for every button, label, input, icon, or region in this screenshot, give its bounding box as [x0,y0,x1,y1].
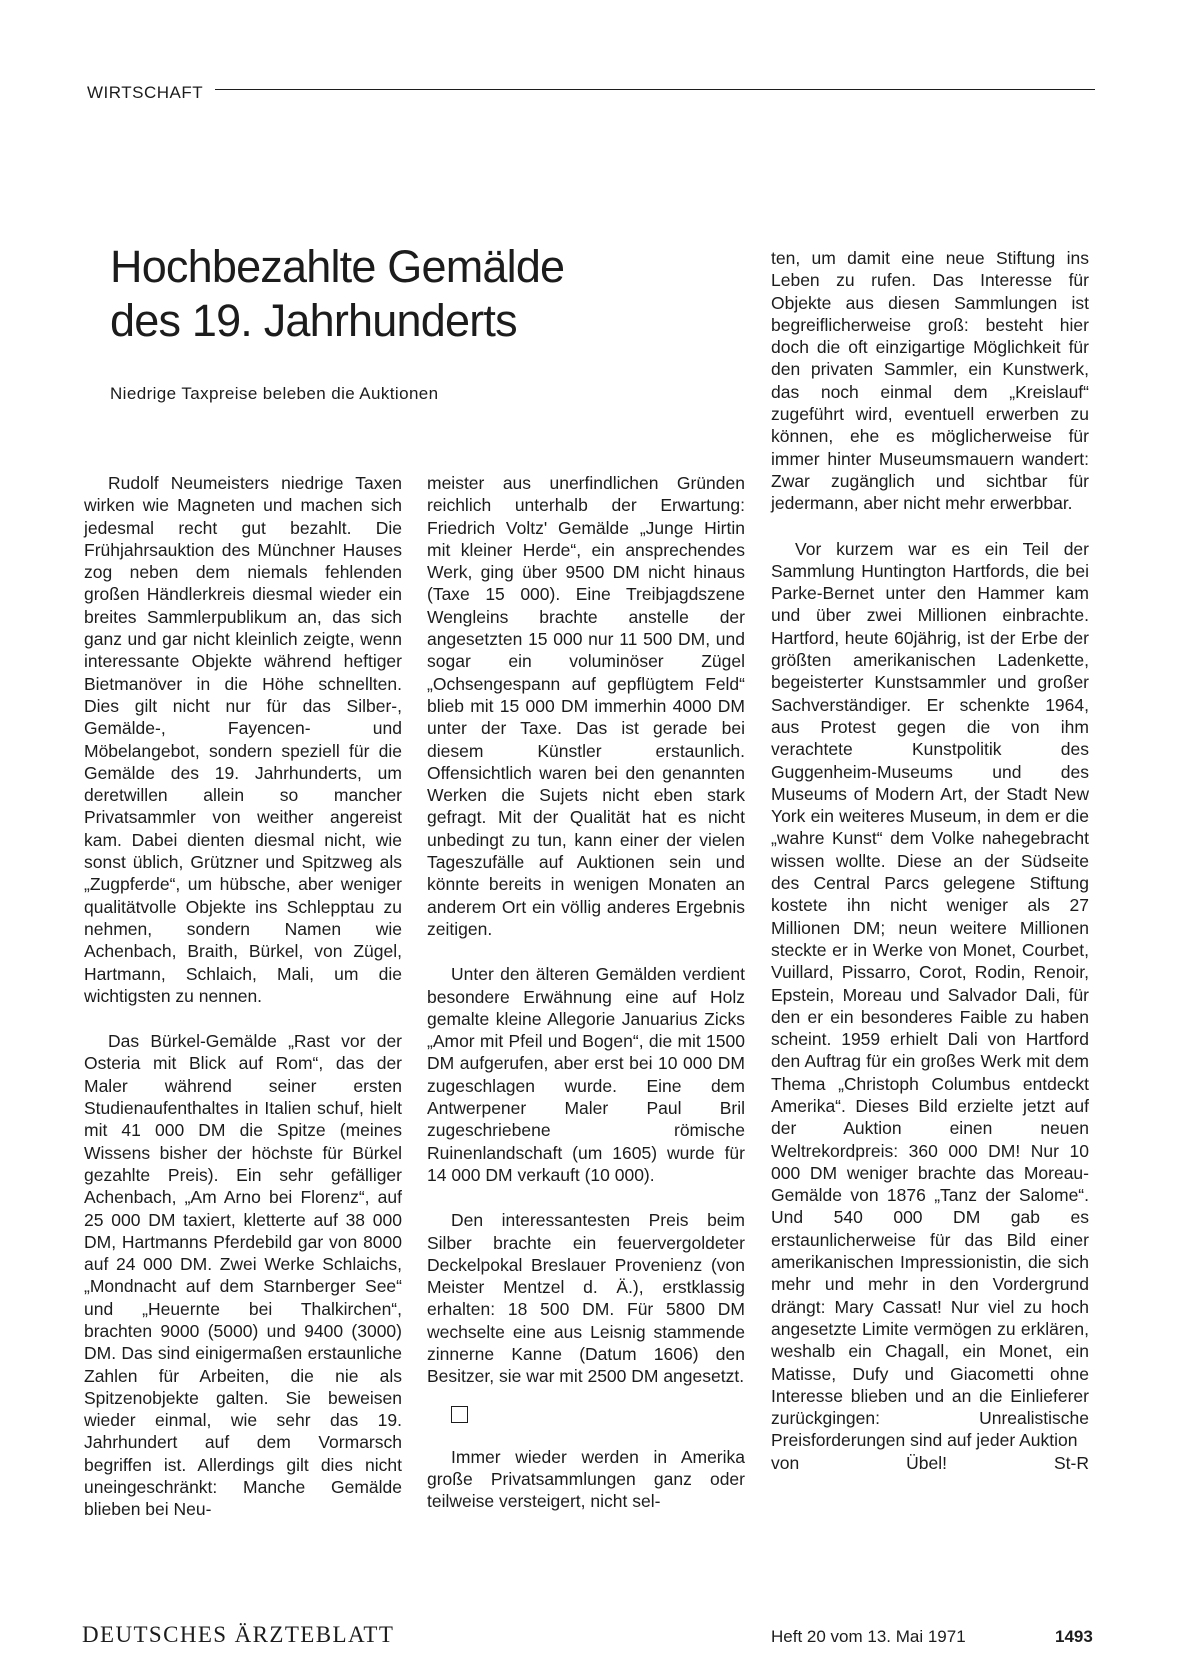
article-headline [110,240,670,348]
paragraph [771,538,1089,1452]
paragraph-text: Vor kurzem war es ein Teil der Sammlung Huntington Hartfords, die bei Parke-Bernet unter den Hammer kam und über zwei Millionen einbrachte. Hartford, heute 60jährig, ist der Erbe der größten amerikanischen Ladenkette, begeisterter Kunstsammler und großer Sachverständiger. Er schenkte 1964, aus Protest gegen die von ihm verachtete Kunstpolitik des Guggenheim-Museums und des Museums of Modern Art, der Stadt New York ein weiteres Museum, in dem er die „wahre Kunst“ dem Volke nahegebracht wissen wollte. Diese an der Südseite des Central Parcs gelegene Stiftung kostete ihn nicht weniger als 27 Millionen DM; neun weitere Millionen steckte er in Werke von Monet, Courbet, Vuillard, Pissarro, Corot, Rodin, Renoir, Epstein, Moreau und Salvador Dali, für den er ein besonderes Faible zu haben scheint. 1959 erhielt Dali von Hartford den Auftrag für ein großes Werk mit dem Thema „Christoph Columbus entdeckt Amerika“. Dieses Bild erzielte jetzt auf der Auktion einen neuen Weltrekordpreis: 360 000 DM! Nur 10 000 DM weniger brachte das Moreau-Gemälde von 1876 „Tanz der Salome“. Und 540 000 DM gab es erstaunlicherweise für das Bild einer amerikanischen Impressionistin, die sich mehr und mehr in den Vordergrund drängt: Mary Cassat! Nur viel zu hoch angesetzte Limite vermögen zu erklären, weshalb ein Chagall, ein Monet, ein Matisse, Dufy und Giacometti ohne Interesse blieben und an die Einlieferer zurückgingen: Unrealistische Preisforderungen sind auf jeder Auktion [771,538,1089,1451]
text-column-2 [427,472,745,1513]
page-number: 1493 [1055,1627,1093,1646]
journal-masthead: DEUTSCHES ÄRZTEBLATT [82,1622,395,1647]
paragraph: ten, um damit eine neue Stiftung ins Leben zu rufen. Das Interesse für Objekte aus diesen Sammlungen ist begreiflicherweise groß: besteht hier doch die oft einzigartige Möglichkeit für den privaten Sammler, ein Kunstwerk, das noch einmal dem „Kreislauf“ zugeführt wird, eventuell erwerben zu können, ehe es möglicherweise für immer hinter Museumsmauern wandert: Zwar zugänglich und sichtbar für jedermann, aber nicht mehr erwerbbar. [771,248,1089,514]
headline-line-1: Hochbezahlte Gemälde [110,241,565,292]
headline-line-2: des 19. Jahrhunderts [110,295,517,346]
closing-line [771,1452,1089,1474]
article-subtitle: Niedrige Taxpreise beleben die Auktionen [110,384,439,403]
section-rule [215,89,1095,90]
issue-info: Heft 20 vom 13. Mai 1971 [771,1627,966,1646]
paragraph: Den interessantesten Preis beim Silber brachte ein feuervergoldeter Deckelpokal Breslauer Provenienz (von Meister Mentzel d. Ä.), erstklassig erhalten: 18 500 DM. Für 5800 DM wechselte eine aus Leisnig stammende zinnerne Kanne (Datum 1606) den Besitzer, sie war mit 2500 DM angesetzt. [427,1210,745,1387]
paragraph: Das Bürkel-Gemälde „Rast vor der Osteria mit Blick auf Rom“, das der Maler während seiner ersten Studienaufenthaltes in Italien schuf, hielt mit 41 000 DM die Spitze (meines Wissens bisher der höchste für Bürkel gezahlte Preis). Ein sehr gefälliger Achenbach, „Am Arno bei Florenz“, auf 25 000 DM taxiert, kletterte auf 38 000 DM, Hartmanns Pferdebild gar von 8000 auf 24 000 DM. Zwei Werke Schlaichs, „Mondnacht auf dem Starnberger See“ und „Heuernte bei Thalkirchen“, brachten 9000 (5000) und 9400 (3000) DM. Das sind einigermaßen erstaunliche Zahlen für Arbeiten, die nie als Spitzenobjekte galten. Sie beweisen wieder einmal, wie sehr das 19. Jahrhundert auf dem Vormarsch begriffen ist. Allerdings gilt dies nicht uneingeschränkt: Manche Gemälde blieben bei Neu- [84,1031,402,1520]
section-end-box [451,1406,468,1423]
author-signature: St-R [1054,1452,1089,1473]
closing-text: von Übel! [771,1452,948,1473]
paragraph: meister aus unerfindlichen Gründen reichlich unterhalb der Erwartung: Friedrich Voltz' Gemälde „Junge Hirtin mit kleiner Herde“, ein ansprechendes Werk, ging über 9500 DM nicht hinaus (Taxe 15 000). Eine Treibjagdszene Wengleins brachte anstelle der angesetzten 15 000 nur 11 500 DM, und sogar ein voluminöser Zügel „Ochsengespann auf gepflügtem Feld“ blieb mit 15 000 DM immerhin 4000 DM unter der Taxe. Das ist gerade bei diesem Künstler erstaunlich. Offensichtlich waren bei den genannten Werken die Sujets nicht eben stark gefragt. Mit der Qualität hat es nicht unbedingt zu tun, kann einer der vielen Tageszufälle auf Auktionen sein und könnte bereits in wenigen Monaten an anderem Ort ein völlig anderes Ergebnis zeitigen. [427,473,745,939]
section-label: WIRTSCHAFT [87,83,204,102]
text-column-1 [84,472,402,1521]
paragraph: Immer wieder werden in Amerika große Privatsammlungen ganz oder teilweise versteigert, nicht sel- [427,1446,745,1512]
paragraph: Rudolf Neumeisters niedrige Taxen wirken wie Magneten und machen sich jedesmal recht gut bezahlt. Die Frühjahrsauktion des Münchner Hauses zog neben dem niemals fehlenden großen Händlerkreis diesmal wieder ein breites Sammlerpublikum an, das sich ganz und gar nicht kleinlich zeigte, wenn interessante Objekte während heftiger Bietmanöver in die Höhe schnellten. Dies gilt nicht nur für das Silber-, Gemälde-, Fayencen- und Möbelangebot, sondern speziell für die Gemälde des 19. Jahrhunderts, um deretwillen allein so mancher Privatsammler von weither angereist kam. Dabei dienten diesmal nicht, wie sonst üblich, Grützner und Spitzweg als „Zugpferde“, um hübsche, aber weniger qualitätvolle Objekte ins Schlepptau zu nehmen, sondern Namen wie Achenbach, Braith, Bürkel, von Zügel, Hartmann, Schlaich, Mali, um die wichtigsten zu nennen. [84,473,402,1006]
paragraph: Unter den älteren Gemälden verdient besondere Erwähnung eine auf Holz gemalte kleine Allegorie Januarius Zicks „Amor mit Pfeil und Bogen“, die mit 1500 DM aufgerufen, aber erst bei 10 000 DM zugeschlagen wurde. Eine dem Antwerpener Maler Paul Bril zugeschriebene römische Ruinenlandschaft (um 1605) wurde für 14 000 DM verkauft (10 000). [427,964,745,1185]
text-column-3 [771,247,1089,1474]
